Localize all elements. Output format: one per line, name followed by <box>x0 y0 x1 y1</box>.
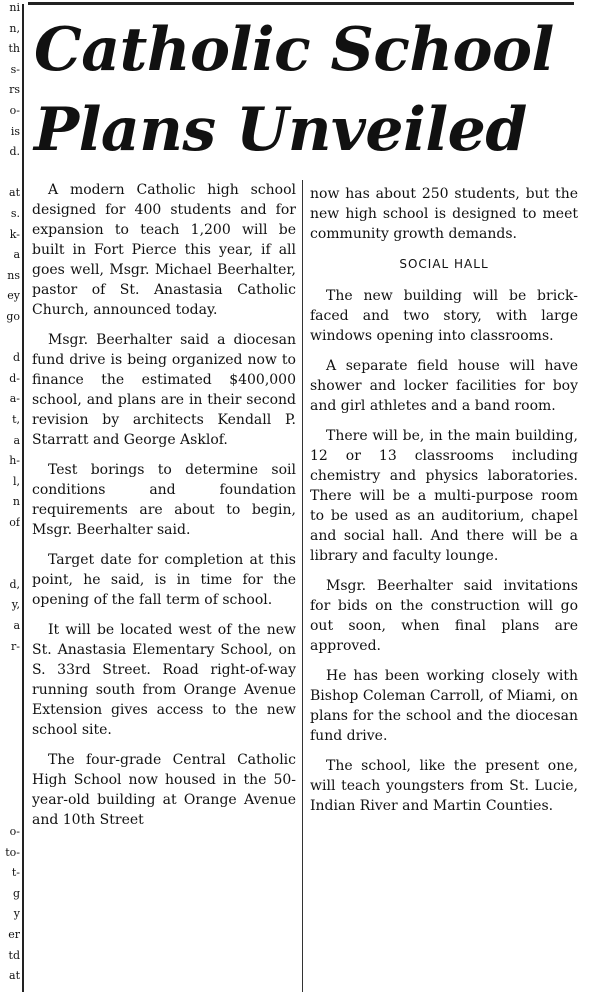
column-fragment: at <box>9 186 20 200</box>
column-fragment: y, <box>11 598 20 612</box>
column-fragment: ni <box>9 1 20 14</box>
paragraph: Target date for completion at this point, he said, is in time for the opening of the fall term of school. <box>32 552 296 608</box>
article-column-1 <box>32 180 296 840</box>
column-fragment: th <box>8 42 20 56</box>
top-rule <box>28 2 574 5</box>
adjacent-column-fragments <box>0 0 20 1002</box>
column-fragment: td <box>8 948 20 962</box>
column-fragment: ns <box>7 268 20 282</box>
headline-line-1: Catholic School <box>34 15 554 85</box>
column-rule <box>302 180 303 992</box>
column-fragment: t- <box>11 866 20 880</box>
article-column-2 <box>310 184 578 826</box>
paragraph: He has been working closely with Bishop Coleman Carroll, of Miami, on plans for the school and the diocesan fund drive. <box>310 668 578 744</box>
column-fragment: a- <box>9 392 20 406</box>
column-fragment: d. <box>9 145 20 159</box>
column-fragment: n, <box>9 21 20 35</box>
headline <box>34 10 574 170</box>
column-fragment: o- <box>9 104 20 117</box>
paragraph: The school, like the present one, will teach youngsters from St. Lucie, Indian River and Martin Counties. <box>310 758 578 814</box>
column-fragment: go <box>6 310 20 323</box>
paragraph: A modern Catholic high school designed for 400 students and for expansion to teach 1,200 will be built in Fort Pierce this year, if all goes well, Msgr. Michael Beerhalter, pastor of St. Anastasia Catholic Church, announced today. <box>32 182 296 318</box>
column-fragment: d, <box>9 577 20 591</box>
column-fragment: h- <box>9 454 20 468</box>
paragraph: A separate field house will have shower and locker facilities for boy and girl athletes and a band room. <box>310 358 578 414</box>
column-fragment: rs <box>9 83 20 97</box>
paragraph: Test borings to determine soil conditions and foundation requirements are about to begin, Msgr. Beerhalter said. <box>32 462 296 538</box>
paragraph-continuation: now has about 250 students, but the new high school is designed to meet community growth demands. <box>310 186 578 242</box>
column-fragment: s- <box>10 62 20 76</box>
column-fragment: a <box>13 248 20 262</box>
paragraph: The new building will be brick-faced and two story, with large windows opening into classrooms. <box>310 288 578 344</box>
left-column-rule <box>22 4 24 992</box>
column-fragment: a <box>13 433 20 447</box>
column-fragment: d <box>12 351 20 365</box>
paragraph: Msgr. Beerhalter said invitations for bids on the construction will go out soon, when final plans are approved. <box>310 578 578 654</box>
column-fragment: k- <box>9 227 20 241</box>
column-fragment: ey <box>7 289 20 303</box>
column-fragment: is <box>10 124 20 138</box>
headline-line-2: Plans Unveiled <box>34 95 527 165</box>
column-fragment: s. <box>10 207 20 220</box>
column-fragment: at <box>9 969 20 983</box>
column-fragment: y <box>13 907 20 921</box>
column-fragment: r- <box>11 639 20 653</box>
column-fragment: g <box>12 886 20 900</box>
column-fragment: t, <box>12 413 20 426</box>
column-fragment: l, <box>12 474 20 488</box>
column-fragment: er <box>8 928 20 941</box>
column-fragment: d- <box>9 371 20 385</box>
column-fragment: to- <box>5 845 20 859</box>
paragraph: Msgr. Beerhalter said a diocesan fund drive is being organized now to finance the estimated $400,000 school, and plans are in their second revision by architects Kendall P. Starratt and George Asklof. <box>32 332 296 448</box>
paragraph: It will be located west of the new St. Anastasia Elementary School, on S. 33rd Street. Road right-of-way running south from Orange Avenue Extension gives access to the new school site. <box>32 622 296 738</box>
paragraph: The four-grade Central Catholic High School now housed in the 50-year-old building at Orange Avenue and 10th Street <box>32 752 296 828</box>
column-fragment: n <box>12 495 20 509</box>
column-fragment: a <box>13 619 20 632</box>
column-fragment: of <box>9 516 20 529</box>
paragraph: There will be, in the main building, 12 or 13 classrooms including chemistry and physics laboratories. There will be a multi-purpose room to be used as an auditorium, chapel and social hall. And there will be a library and faculty lounge. <box>310 428 578 564</box>
column-fragment: o- <box>9 825 20 838</box>
subhead: SOCIAL HALL <box>399 257 489 271</box>
